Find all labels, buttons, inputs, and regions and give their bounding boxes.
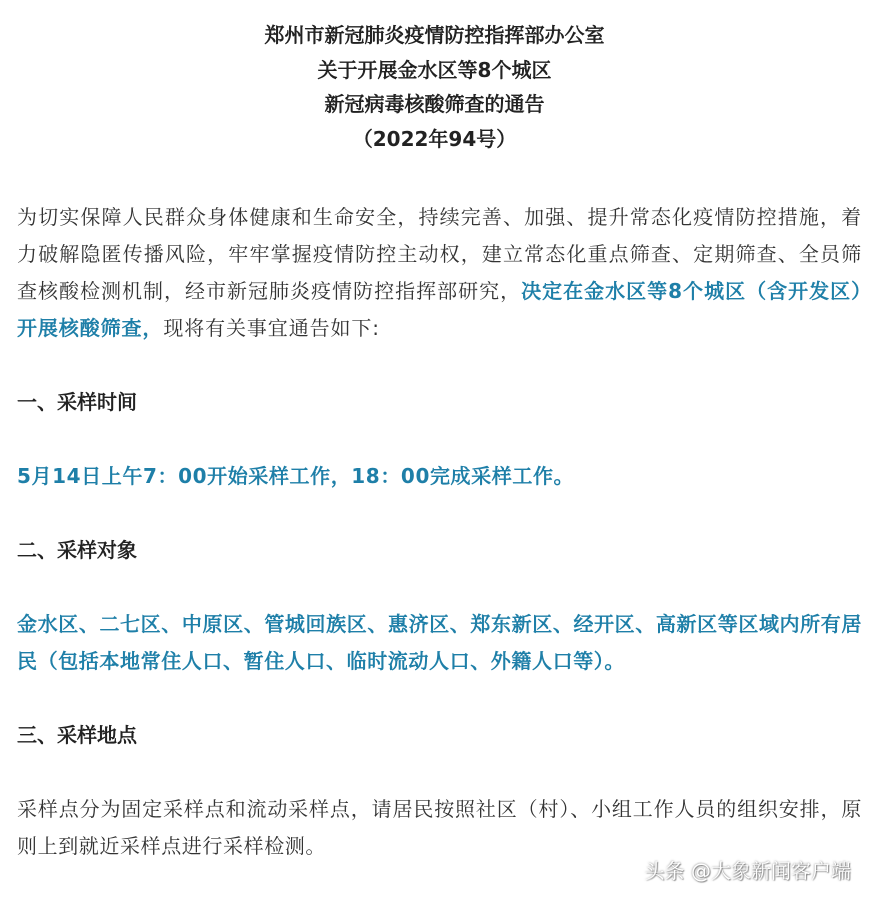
spacer — [17, 680, 862, 717]
spacer — [17, 421, 862, 458]
spacer — [17, 495, 862, 532]
title-issuer: 郑州市新冠肺炎疫情防控指挥部办公室 — [264, 23, 605, 47]
title-number: （2022年94号） — [352, 126, 517, 151]
spacer — [17, 754, 862, 791]
source-watermark: 头条 @大象新闻客户端 — [644, 859, 851, 883]
notice-title — [0, 18, 869, 156]
intro-paragraph — [17, 199, 862, 347]
section-text-location: 采样点分为固定采样点和流动采样点，请居民按照社区（村）、小组工作人员的组织安排，原则上到就近采样点进行采样检测。 — [17, 797, 862, 858]
intro-tail: 现将有关事宜通告如下: — [163, 316, 380, 340]
title-topic: 新冠病毒核酸筛查的通告 — [324, 92, 545, 116]
intro-highlight: 决定在金水区等8个城区（含开发区）开展核酸筛查， — [17, 279, 862, 340]
intro-text: 为切实保障人民群众身体健康和生命安全，持续完善、加强、提升常态化疫情防控措施，着力破解隐匿传播风险，牢牢掌握疫情防控主动权，建立常态化重点筛查、定期筛查、全员筛查核酸检测机制，经市新冠肺炎疫情防控指挥部研究， — [17, 205, 862, 303]
spacer — [17, 569, 862, 606]
section-text-target: 金水区、二七区、中原区、管城回族区、惠济区、郑东新区、经开区、高新区等区域内所有居民（包括本地常住人口、暂住人口、临时流动人口、外籍人口等）。 — [17, 612, 862, 673]
section-heading-target: 二、采样对象 — [17, 538, 137, 562]
section-heading-location: 三、采样地点 — [17, 723, 137, 747]
spacer — [17, 347, 862, 384]
section-heading-time: 一、采样时间 — [17, 390, 137, 414]
section-text-time: 5月14日上午7：00开始采样工作，18：00完成采样工作。 — [17, 464, 575, 488]
title-subject: 关于开展金水区等8个城区 — [317, 57, 552, 82]
notice-body — [17, 199, 862, 865]
